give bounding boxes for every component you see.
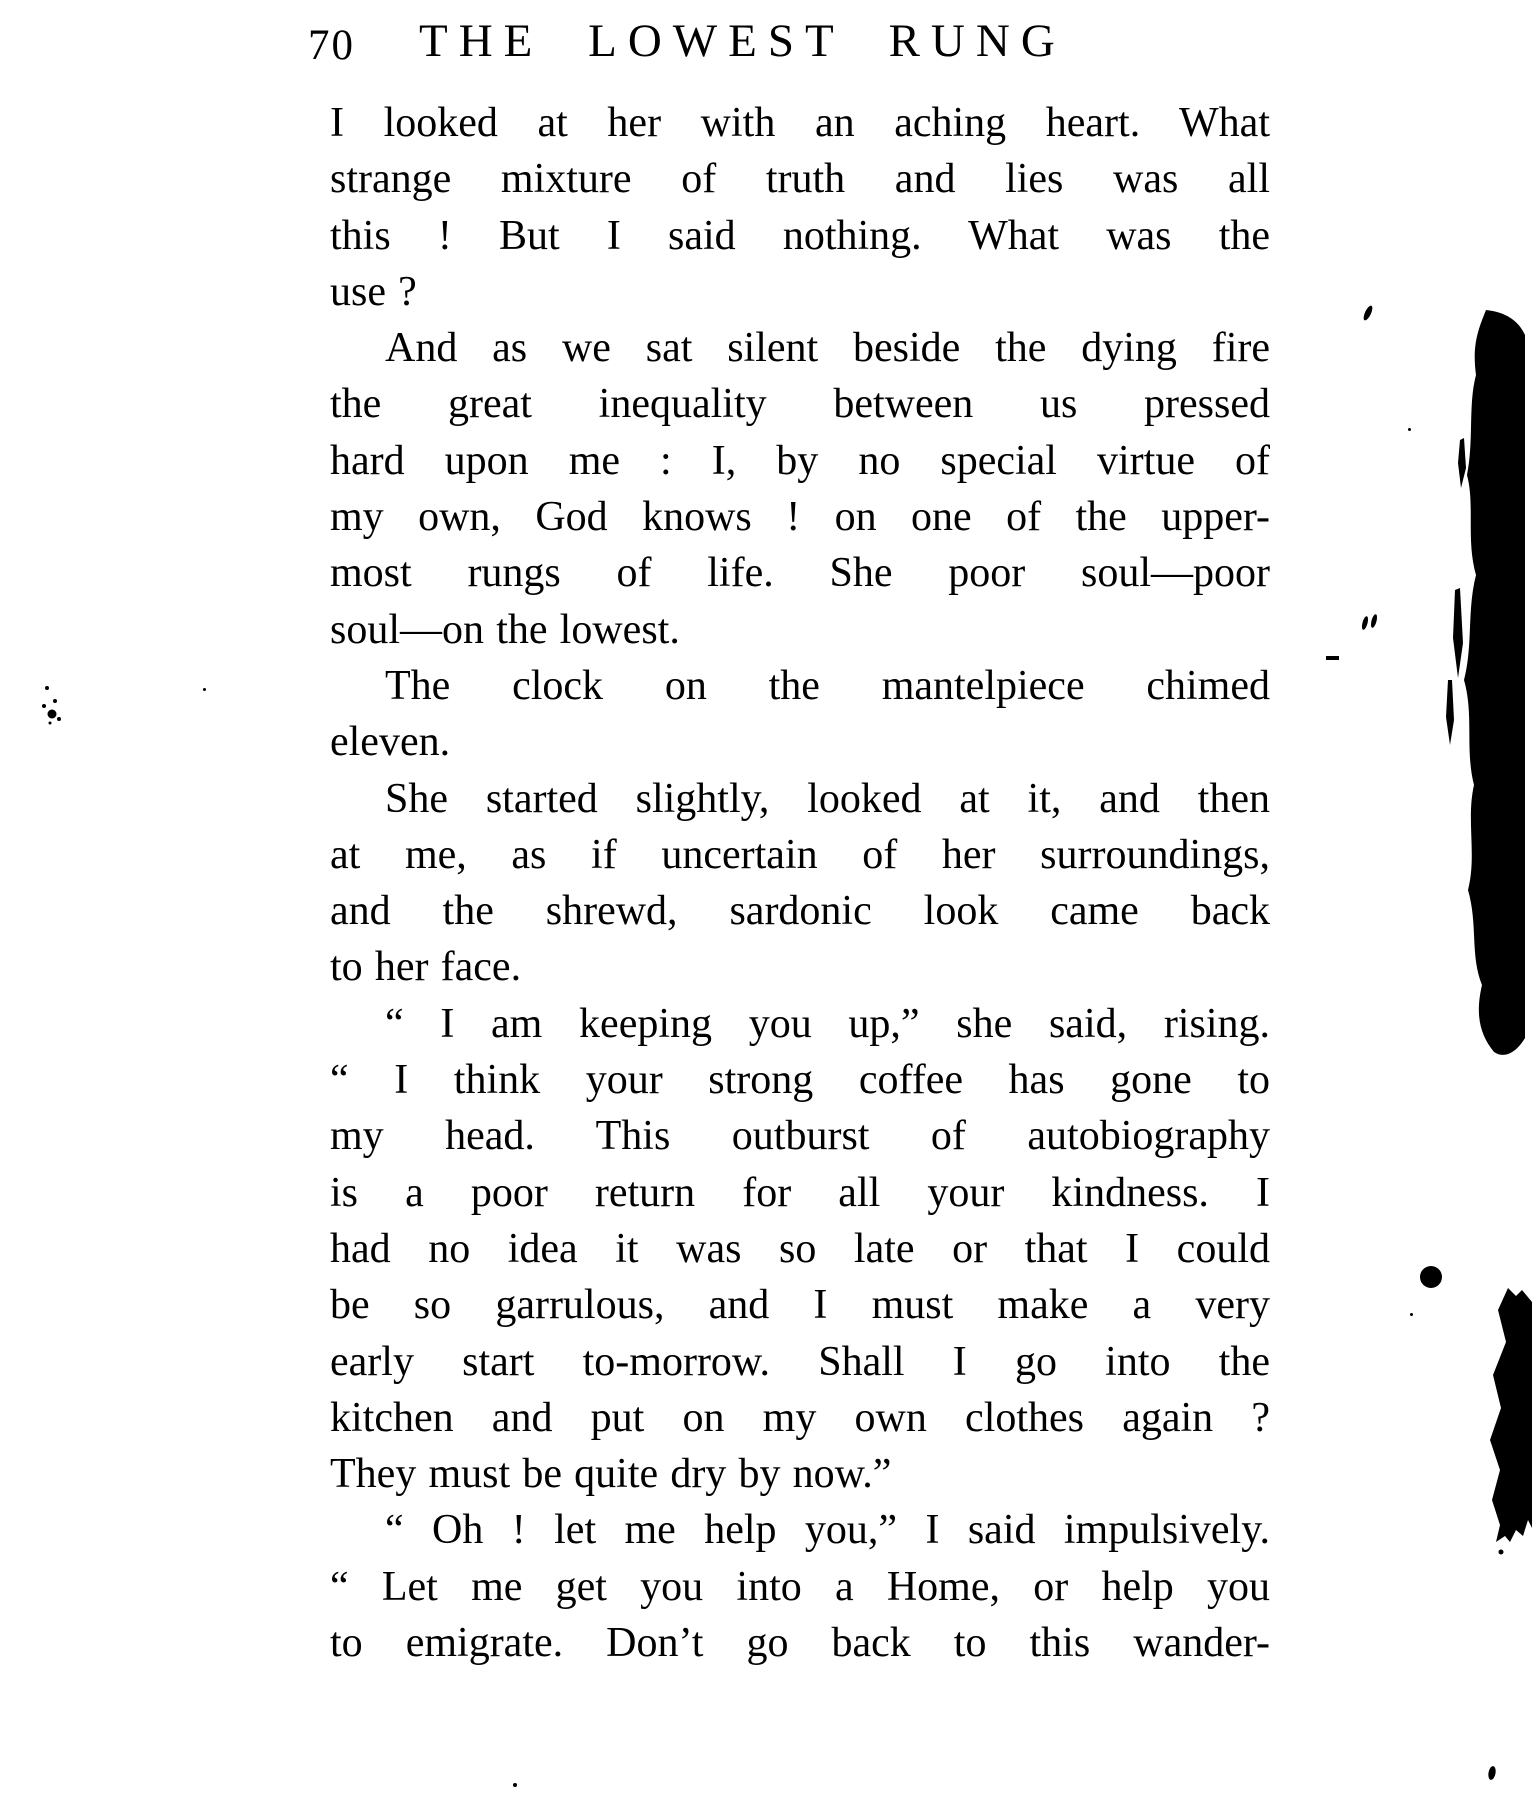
text-line: I looked at her with an aching heart. What [330,100,1270,146]
page-number: 70 [308,22,355,69]
text-line: hard upon me : I, by no special virtue of [330,437,1270,484]
ink-smudge-right-edge [1320,290,1534,1804]
text-line: most rungs of life. She poor soul—poor [330,550,1270,597]
text-line: She started slightly, looked at it, and then [385,775,1270,822]
text-line: use ? [330,268,417,315]
ink-speck [1408,428,1411,431]
text-line: “ I think your strong coffee has gone to [330,1057,1270,1104]
text-line: at me, as if uncertain of her surroundings, [330,831,1270,878]
text-block [330,95,1270,1671]
text-line: had no idea it was so late or that I could [330,1225,1270,1272]
text-line: to emigrate. Don’t go back to this wander- [330,1620,1270,1667]
ink-speckle-left-margin [30,600,90,740]
text-line: kitchen and put on my own clothes again ? [330,1394,1270,1441]
running-title: THE LOWEST RUNG [419,15,1066,67]
text-line: soul—on the lowest. [330,606,680,653]
text-line: “ I am keeping you up,” she said, rising. [385,1000,1270,1047]
text-line: “ Let me get you into a Home, or help you [330,1563,1270,1610]
text-line: my own, God knows ! on one of the upper- [330,494,1270,541]
text-line: “ Oh ! let me help you,” I said impulsively. [385,1507,1270,1554]
text-line: And as we sat silent beside the dying fire [385,325,1270,372]
text-line: the great inequality between us pressed [330,381,1270,428]
ink-speck [513,1783,517,1787]
text-line: is a poor return for all your kindness. I [330,1169,1270,1216]
text-line: strange mixture of truth and lies was all [330,156,1270,203]
text-line: to her face. [330,944,522,991]
ink-speck [1410,1313,1413,1316]
text-line: They must be quite dry by now.” [330,1451,892,1498]
text-line: this ! But I said nothing. What was the [330,212,1270,259]
text-line: early start to-morrow. Shall I go into the [330,1338,1270,1385]
text-line: be so garrulous, and I must make a very [330,1282,1270,1329]
text-line: The clock on the mantelpiece chimed [385,662,1270,709]
text-line: my head. This outburst of autobiography [330,1113,1270,1160]
ink-speck [203,688,206,691]
text-line: eleven. [330,719,451,766]
text-line: and the shrewd, sardonic look came back [330,888,1270,935]
